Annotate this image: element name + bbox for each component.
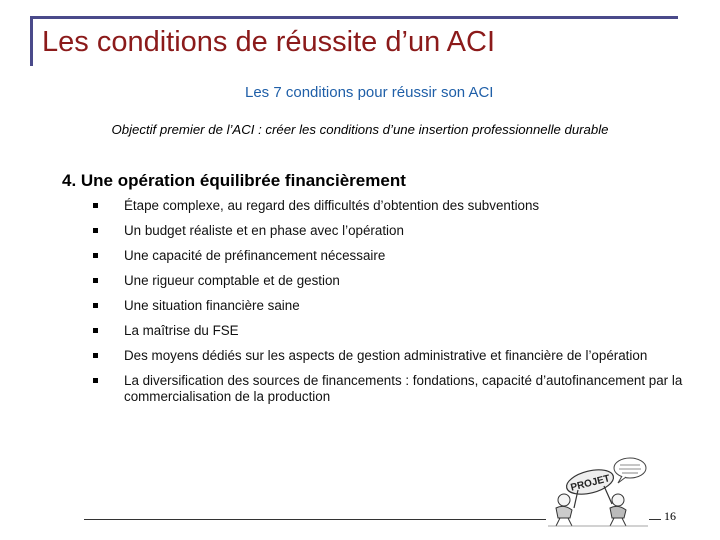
slide-subtitle: Les 7 conditions pour réussir son ACI bbox=[245, 84, 494, 101]
bullet-item bbox=[92, 223, 692, 239]
slide-title: Les conditions de réussite d’un ACI bbox=[42, 26, 495, 58]
bullet-text: Une rigueur comptable et de gestion bbox=[124, 273, 340, 288]
bullet-item bbox=[92, 248, 692, 264]
bullet-text: Une situation financière saine bbox=[124, 298, 300, 313]
bullet-text: Un budget réaliste et en phase avec l’opération bbox=[124, 223, 404, 238]
page-number: 16 bbox=[664, 509, 676, 523]
bullet-item bbox=[92, 348, 692, 364]
section-heading: 4. Une opération équilibrée financièrement bbox=[62, 171, 406, 190]
bullet-item bbox=[92, 298, 692, 314]
bullet-icon bbox=[93, 228, 98, 233]
bullet-item bbox=[92, 323, 692, 339]
title-frame-left-border bbox=[30, 16, 33, 66]
cartoon-sign-text: PROJET bbox=[569, 473, 612, 494]
objective-statement: Objectif premier de l’ACI : créer les conditions d’une insertion professionnelle durable bbox=[111, 122, 609, 137]
bullet-item bbox=[92, 198, 692, 214]
footer-divider bbox=[84, 519, 546, 520]
bullet-text: Des moyens dédiés sur les aspects de gestion administrative et financière de l’opération bbox=[124, 348, 648, 363]
bullet-item bbox=[92, 273, 692, 289]
bullet-text: La diversification des sources de financements : fondations, capacité d’autofinancement par la commercialisation de la production bbox=[124, 373, 683, 404]
bullet-item bbox=[92, 373, 692, 405]
bullet-text: Étape complexe, au regard des difficultés d’obtention des subventions bbox=[124, 198, 540, 213]
bullet-icon bbox=[93, 378, 98, 383]
title-frame-top-border bbox=[30, 16, 678, 19]
bullet-icon bbox=[93, 303, 98, 308]
bullet-text: La maîtrise du FSE bbox=[124, 323, 239, 338]
footer-divider-short bbox=[649, 519, 661, 520]
bullet-icon bbox=[93, 328, 98, 333]
bullet-icon bbox=[93, 253, 98, 258]
bullet-icon bbox=[93, 353, 98, 358]
projet-cartoon-icon bbox=[548, 456, 648, 528]
bullet-text: Une capacité de préfinancement nécessaire bbox=[124, 248, 386, 263]
bullet-icon bbox=[93, 278, 98, 283]
bullet-icon bbox=[93, 203, 98, 208]
bullet-list bbox=[92, 198, 692, 405]
